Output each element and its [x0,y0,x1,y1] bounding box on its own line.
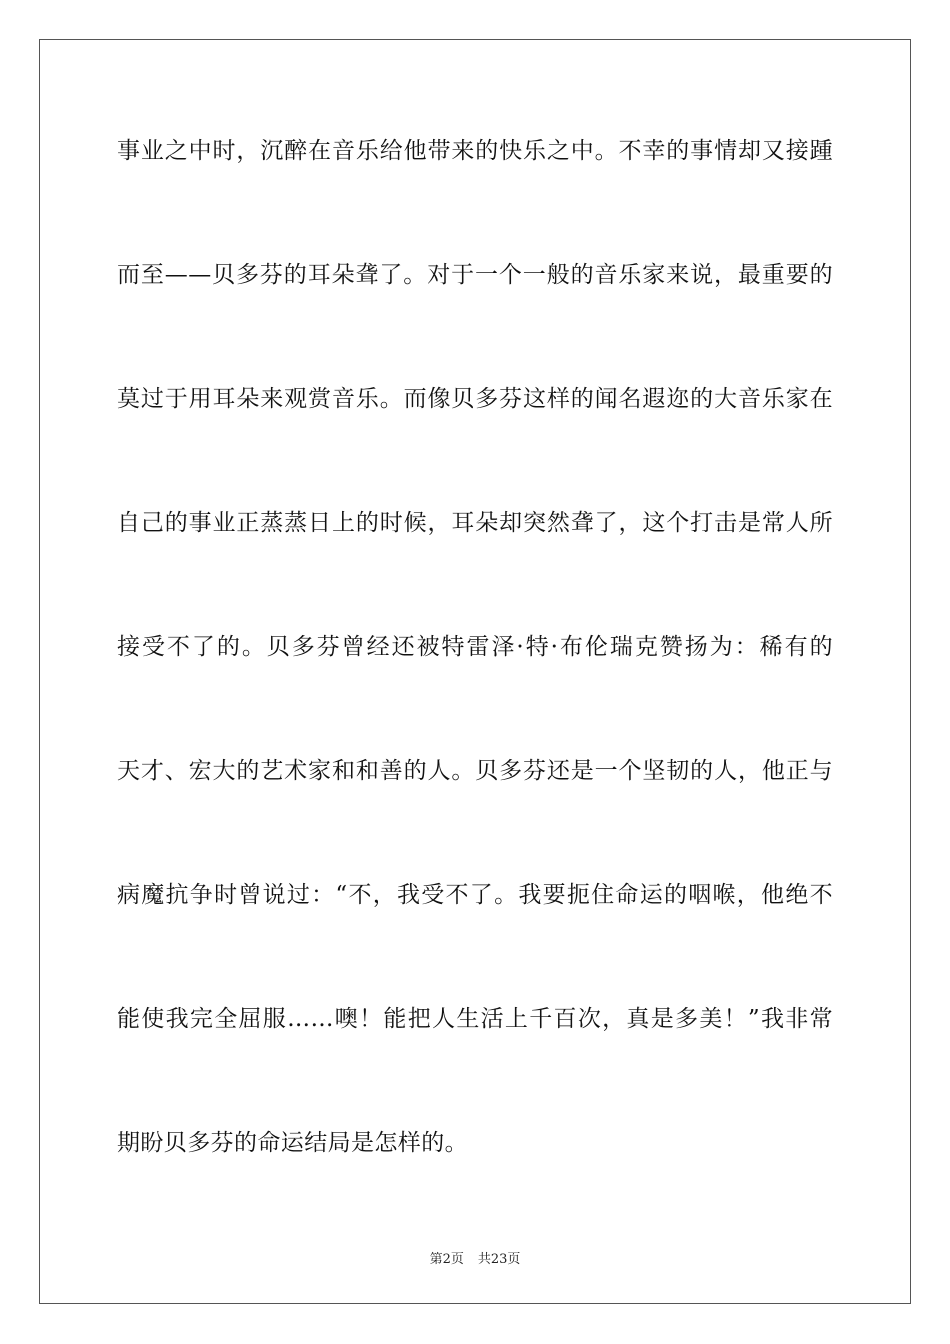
page-footer [0,1248,950,1267]
text-line-5: 接受不了的。贝多芬曾经还被特雷泽·特·布伦瑞克赞扬为：稀有的 [117,634,833,660]
text-line-7: 病魔抗争时曾说过：“不，我受不了。我要扼住命运的咽喉，他绝不 [117,882,833,908]
text-line-1: 事业之中时，沉醉在音乐给他带来的快乐之中。不幸的事情却又接踵 [117,138,833,164]
text-line-9: 期盼贝多芬的命运结局是怎样的。 [117,1130,468,1156]
text-line-6: 天才、宏大的艺术家和和善的人。贝多芬还是一个坚韧的人，他正与 [117,758,833,784]
text-line-2: 而至——贝多芬的耳朵聋了。对于一个一般的音乐家来说，最重要的 [117,262,833,288]
text-line-8: 能使我完全屈服……噢！能把人生活上千百次，真是多美！”我非常 [117,1006,833,1032]
text-line-4: 自己的事业正蒸蒸日上的时候，耳朵却突然聋了，这个打击是常人所 [117,510,833,536]
page-total: 共23页 [477,1252,521,1267]
page-number: 第2页 [429,1252,464,1267]
essay-body [117,118,833,1234]
text-line-3: 莫过于用耳朵来观赏音乐。而像贝多芬这样的闻名遐迩的大音乐家在 [117,386,833,412]
